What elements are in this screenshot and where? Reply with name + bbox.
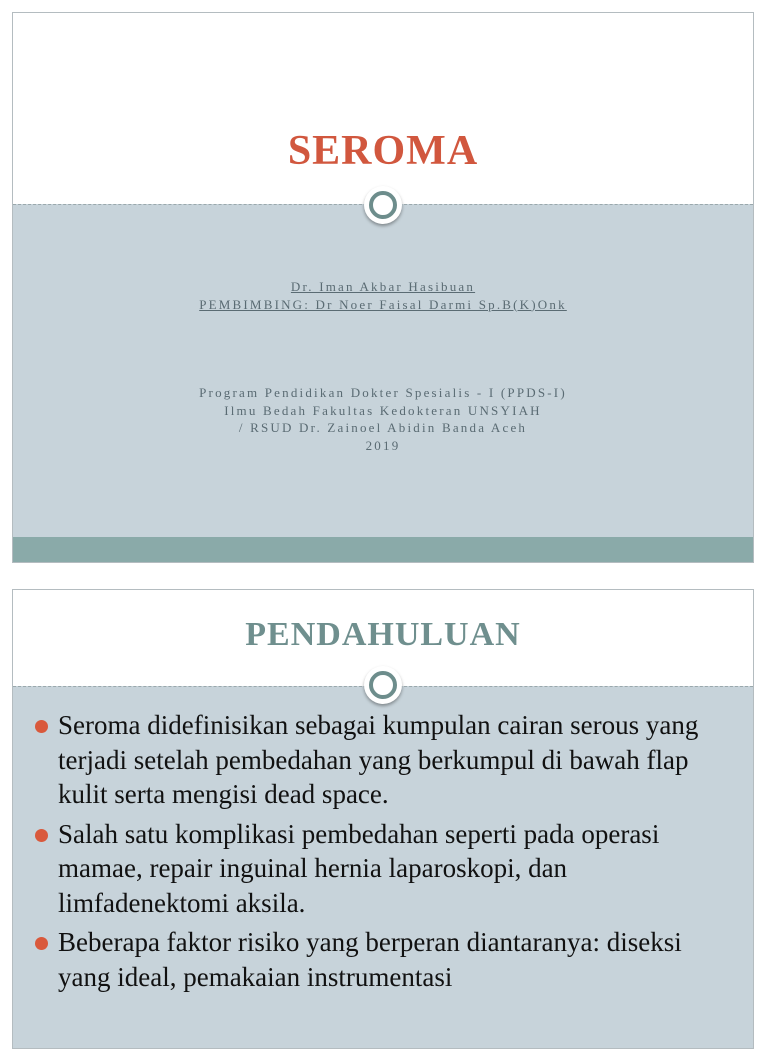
- list-item: [35, 817, 735, 921]
- circle-ornament-icon: [364, 186, 402, 224]
- year-line: 2019: [365, 437, 401, 453]
- list-item: [35, 708, 735, 812]
- institution-line: Ilmu Bedah Fakultas Kedokteran UNSYIAH: [224, 402, 542, 418]
- list-item: [35, 925, 735, 994]
- author-block: [13, 278, 753, 313]
- institution-block: [13, 384, 753, 454]
- institution-line: / RSUD Dr. Zainoel Abidin Banda Aceh: [238, 420, 528, 435]
- bullet-dot-icon: [35, 937, 48, 950]
- bullet-text: Seroma didefinisikan sebagai kumpulan cairan serous yang terjadi setelah pembedahan yang berkumpul di bawah flap kulit serta mengisi dead space.: [58, 710, 699, 809]
- slide-introduction: [12, 589, 754, 1049]
- slide-title-header: [13, 13, 753, 204]
- bullet-text: Beberapa faktor risiko yang berperan diantaranya: diseksi yang ideal, pemakaian instrumentasi: [58, 927, 682, 992]
- slide-intro-heading: PENDAHULUAN: [245, 616, 521, 653]
- author-name: Dr. Iman Akbar Hasibuan: [290, 279, 476, 294]
- bullet-list: [35, 708, 735, 999]
- institution-line: Program Pendidikan Dokter Spesialis - I (PPDS-I): [199, 385, 567, 400]
- circle-ornament-icon: [364, 666, 402, 704]
- bullet-dot-icon: [35, 720, 48, 733]
- slide-title: [12, 12, 754, 563]
- slide-footer-band: [13, 537, 753, 563]
- bullet-text: Salah satu komplikasi pembedahan seperti pada operasi mamae, repair inguinal hernia laparoskopi, dan limfadenektomi aksila.: [58, 818, 660, 918]
- supervisor-name: PEMBIMBING: Dr Noer Faisal Darmi Sp.B(K)Onk: [199, 296, 567, 312]
- bullet-dot-icon: [35, 829, 48, 842]
- slide-title-heading: SEROMA: [287, 128, 479, 174]
- slide-body-band: [13, 211, 753, 537]
